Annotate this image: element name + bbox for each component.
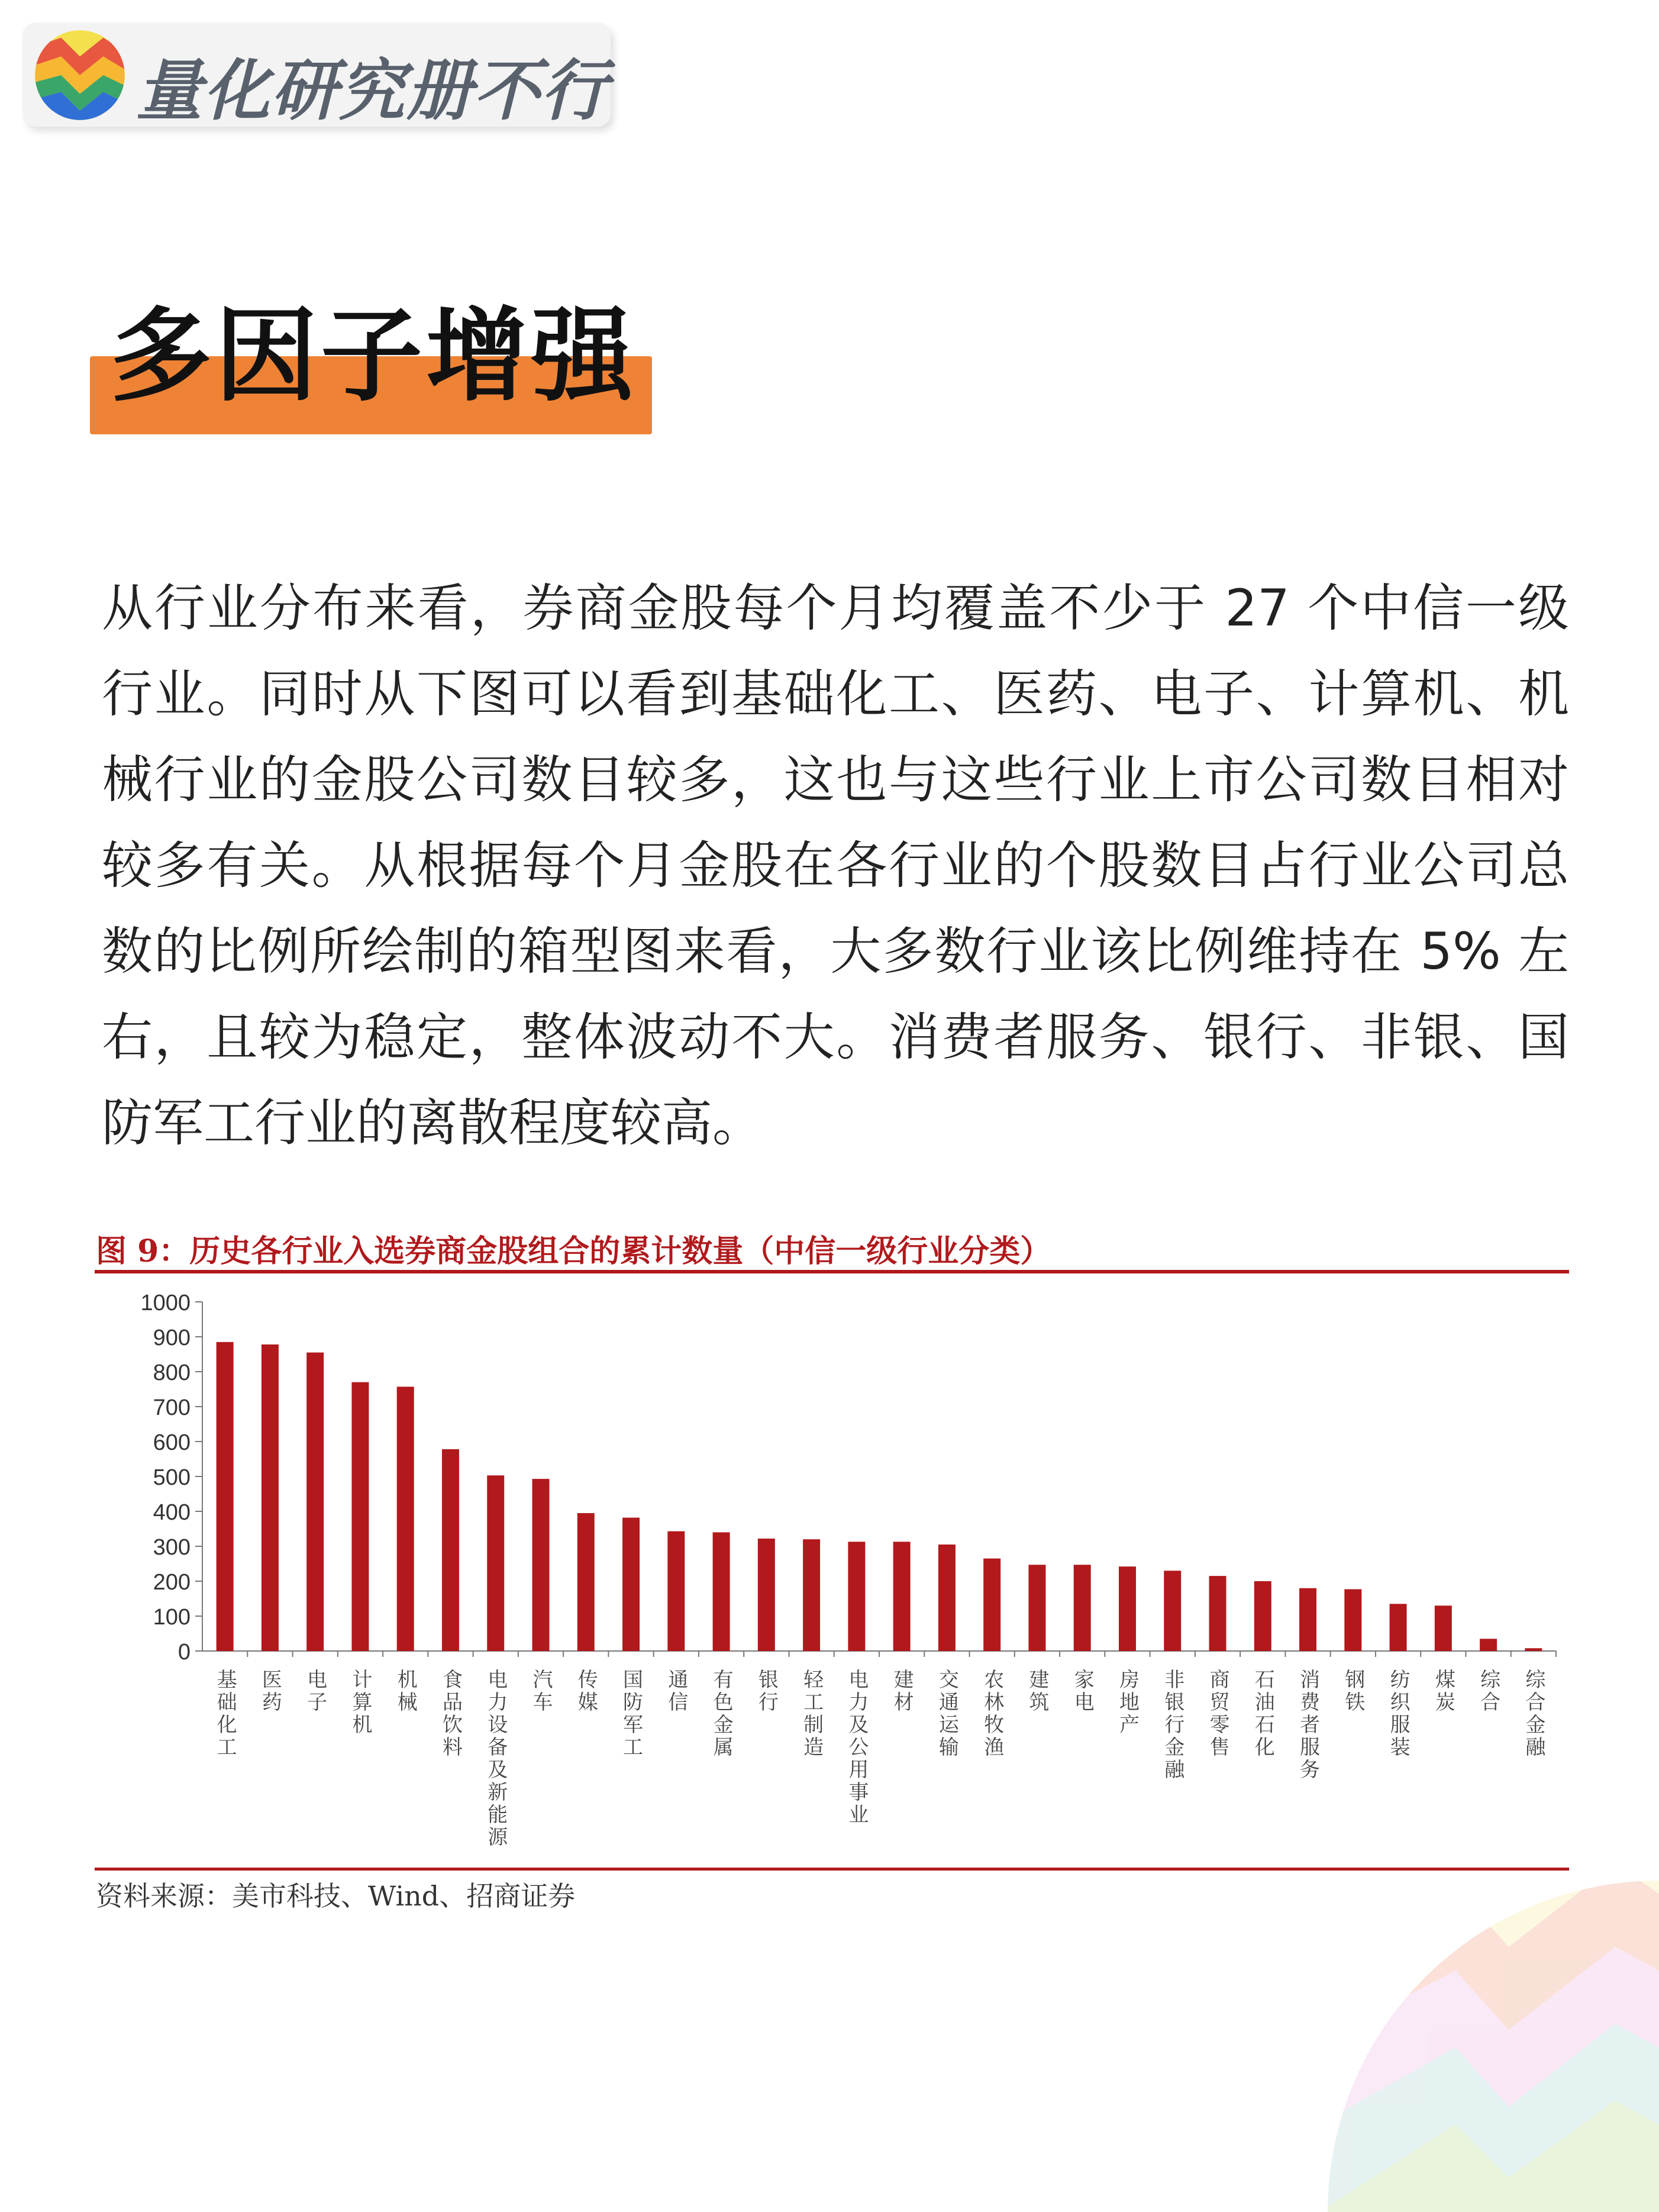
x-tick-label: 汽车 bbox=[529, 1669, 553, 1714]
bar bbox=[397, 1386, 414, 1651]
y-tick-label: 100 bbox=[153, 1605, 191, 1630]
x-tick-label: 电力设备及新能源 bbox=[483, 1669, 508, 1849]
y-tick-label: 400 bbox=[153, 1500, 191, 1525]
x-tick-label: 商贸零售 bbox=[1206, 1669, 1229, 1759]
x-tick-label: 综合 bbox=[1476, 1669, 1500, 1714]
brand-name: 量化研究册不行 bbox=[136, 53, 608, 130]
x-tick-label: 电子 bbox=[303, 1669, 327, 1714]
x-tick-label: 国防军工 bbox=[619, 1669, 643, 1759]
x-tick-label: 建材 bbox=[890, 1669, 914, 1714]
x-tick-label: 医药 bbox=[258, 1669, 282, 1714]
x-tick-label: 消费者服务 bbox=[1296, 1669, 1320, 1781]
bar bbox=[983, 1559, 1000, 1651]
x-tick-label: 建筑 bbox=[1025, 1669, 1049, 1714]
bar bbox=[622, 1518, 640, 1651]
y-tick-label: 200 bbox=[153, 1570, 191, 1595]
y-tick-label: 600 bbox=[153, 1430, 191, 1455]
x-tick-label: 煤炭 bbox=[1431, 1669, 1455, 1714]
brand-logo-icon bbox=[33, 28, 127, 122]
y-tick-label: 900 bbox=[153, 1326, 191, 1350]
y-tick-label: 500 bbox=[153, 1465, 191, 1490]
bar bbox=[893, 1542, 911, 1651]
bar bbox=[1525, 1648, 1542, 1651]
bar bbox=[1119, 1566, 1136, 1651]
bar bbox=[938, 1544, 956, 1651]
y-tick-label: 1000 bbox=[140, 1291, 191, 1315]
bar bbox=[1435, 1605, 1452, 1651]
x-tick-label: 电力及公用事业 bbox=[844, 1669, 869, 1826]
x-tick-label: 通信 bbox=[664, 1669, 688, 1714]
bar bbox=[351, 1382, 369, 1651]
x-tick-label: 轻工制造 bbox=[799, 1669, 824, 1759]
x-tick-label: 食品饮料 bbox=[438, 1669, 463, 1759]
bar bbox=[577, 1513, 595, 1651]
y-tick-label: 800 bbox=[153, 1360, 191, 1385]
x-tick-label: 钢铁 bbox=[1341, 1669, 1365, 1714]
bar bbox=[1164, 1571, 1181, 1651]
bar bbox=[1028, 1565, 1045, 1651]
bar bbox=[1480, 1639, 1497, 1651]
x-tick-label: 农林牧渔 bbox=[980, 1669, 1004, 1759]
bar bbox=[1390, 1604, 1407, 1651]
bar bbox=[217, 1342, 234, 1651]
bar bbox=[442, 1449, 459, 1651]
chart-title: 图 9：历史各行业入选券商金股组合的累计数量（中信一级行业分类） bbox=[96, 1233, 1051, 1269]
bar bbox=[487, 1475, 504, 1651]
bar bbox=[758, 1539, 775, 1651]
bar bbox=[262, 1344, 279, 1651]
x-tick-label: 计算机 bbox=[348, 1669, 372, 1736]
brand-badge bbox=[22, 22, 611, 130]
x-tick-label: 交通运输 bbox=[935, 1669, 959, 1759]
bar bbox=[532, 1479, 550, 1651]
x-tick-label: 非银行金融 bbox=[1160, 1669, 1184, 1781]
bar bbox=[1254, 1581, 1271, 1651]
bar bbox=[803, 1539, 820, 1651]
bar-chart bbox=[95, 1278, 1569, 1864]
x-tick-label: 综合金融 bbox=[1521, 1669, 1545, 1759]
bar bbox=[1074, 1565, 1091, 1651]
chart-top-rule bbox=[95, 1270, 1569, 1273]
bar bbox=[1344, 1589, 1361, 1651]
bar bbox=[1299, 1588, 1316, 1651]
bar bbox=[1209, 1576, 1227, 1651]
y-tick-label: 0 bbox=[177, 1640, 191, 1665]
y-tick-label: 700 bbox=[153, 1395, 191, 1420]
bar bbox=[848, 1542, 865, 1651]
x-tick-label: 家电 bbox=[1070, 1669, 1095, 1714]
x-tick-label: 机械 bbox=[393, 1669, 418, 1714]
bar bbox=[306, 1353, 324, 1651]
x-tick-label: 房地产 bbox=[1115, 1669, 1140, 1736]
bar bbox=[713, 1532, 730, 1651]
x-tick-label: 银行 bbox=[754, 1669, 779, 1714]
x-tick-label: 基础化工 bbox=[213, 1669, 237, 1759]
x-tick-label: 有色金属 bbox=[709, 1669, 734, 1759]
x-tick-label: 传媒 bbox=[574, 1669, 598, 1714]
section-heading: 多因子增强 bbox=[110, 296, 637, 415]
bar bbox=[667, 1531, 685, 1651]
x-tick-label: 石油石化 bbox=[1251, 1669, 1275, 1759]
x-tick-label: 纺织服装 bbox=[1386, 1669, 1411, 1759]
decorative-corner-graphic bbox=[1260, 1793, 1659, 2212]
body-paragraph: 从行业分布来看，券商金股每个月均覆盖不少于 27 个中信一级行业。同时从下图可以看到基础化工、医药、电子、计算机、机械行业的金股公司数目较多，这也与这些行业上市公司数目相对较多有关。从根据每个月金股在各行业的个股数目占行业公司总数的比例所绘制的箱型图来看，大多数行业该比例维持在 5% 左右，且较为稳定，整体波动不大。消费者服务、银行、非银、国防军工行业的离散程度较高。 bbox=[102, 579, 1569, 1153]
y-tick-label: 300 bbox=[153, 1535, 191, 1560]
chart-source: 资料来源：美市科技、Wind、招商证券 bbox=[96, 1880, 576, 1912]
